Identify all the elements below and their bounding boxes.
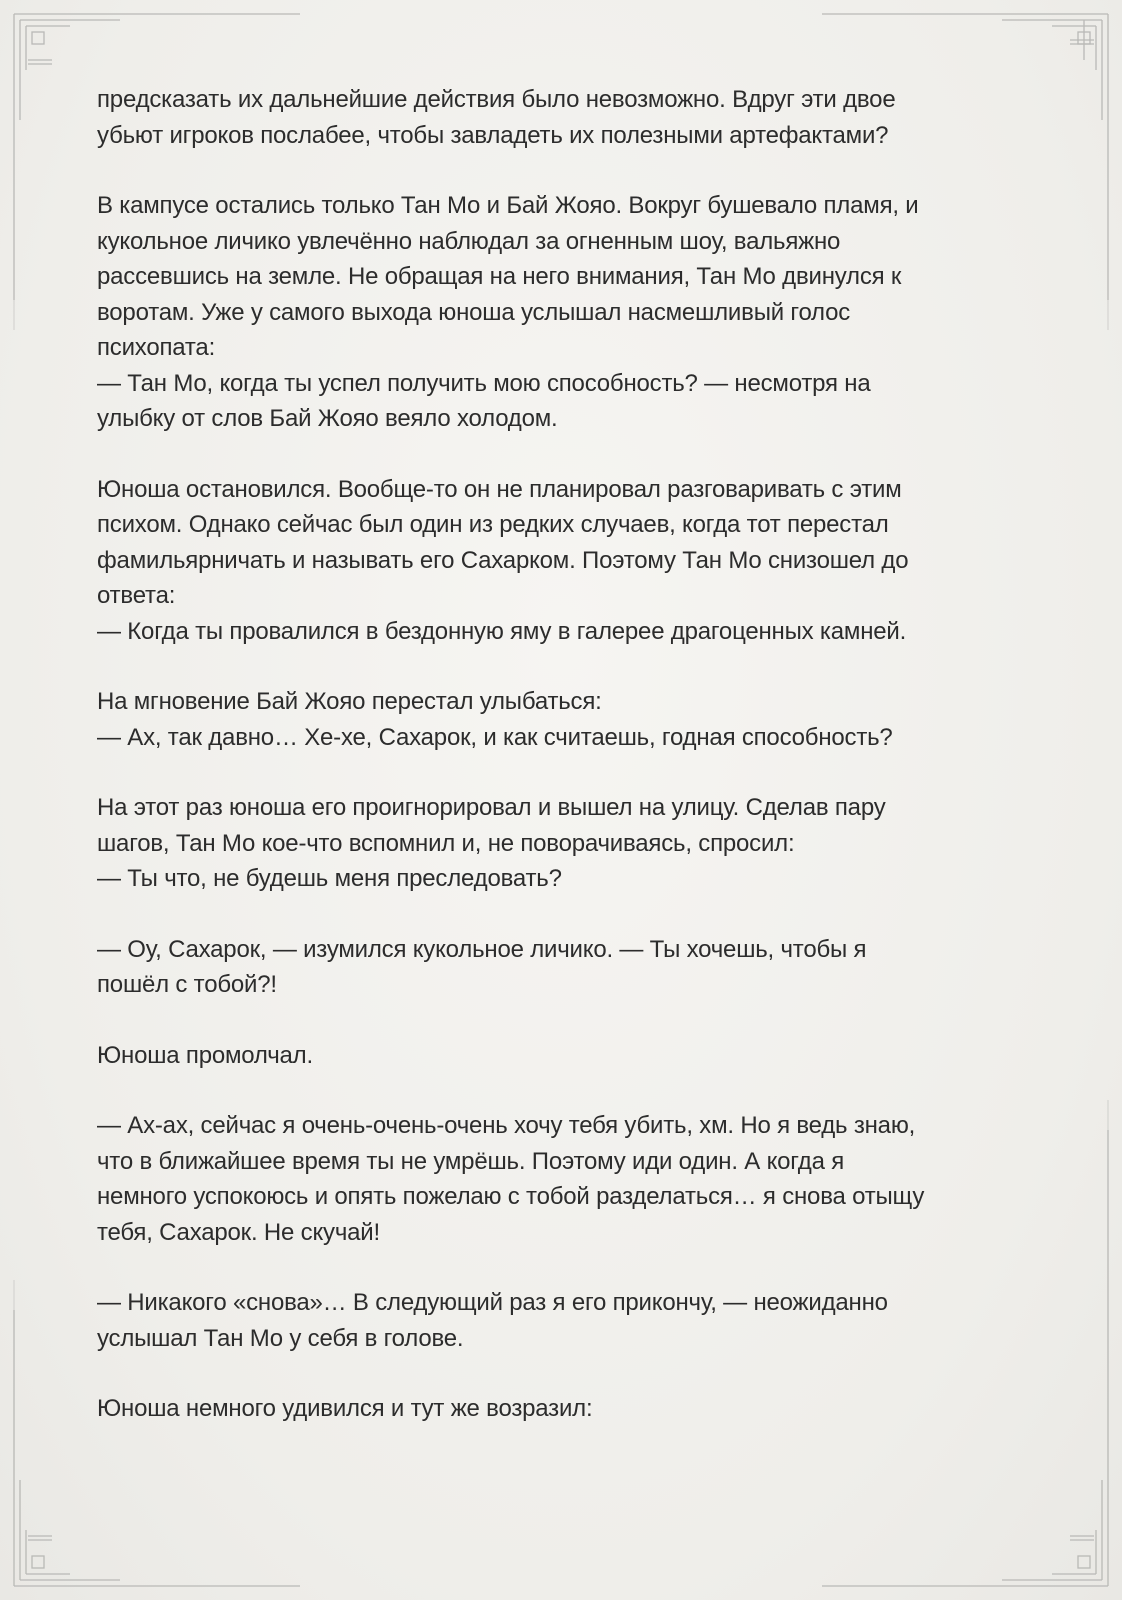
paragraph: — Оу, Сахарок, — изумился кукольное личико. — Ты хочешь, чтобы я пошёл с тобой?! — [97, 935, 867, 998]
paragraph: Юноша промолчал. — [97, 1041, 313, 1069]
paragraph: Юноша немного удивился и тут же возразил: — [97, 1395, 593, 1422]
paragraph: — Никакого «снова»… В следующий раз я его прикончу, — неожиданно услышал Тан Мо у себя в голове. — [97, 1289, 888, 1352]
paragraph: — Ах-ах, сейчас я очень-очень-очень хочу тебя убить, хм. Но я ведь знаю, что в ближайшее время ты не умрёшь. Поэтому иди один. А когда я немного успокоюсь и опять пожелаю с тобой разделаться… я снова отыщу тебя, Сахарок. Не скучай! — [97, 1112, 925, 1246]
document-body — [97, 82, 1027, 1462]
paragraph: Юноша остановился. Вообще-то он не планировал разговаривать с этим психом. Однако сейчас был один из редких случаев, когда тот перестал фамильярничать и называть его Сахарком. Поэтому Тан Мо снизошел до ответа: — Когда ты провалился в бездонную яму в галерее драгоценных камней. — [97, 475, 909, 645]
paragraph: На мгновение Бай Жояо перестал улыбаться: — Ах, так давно… Хе-хе, Сахарок, и как считаешь, годная способность? — [97, 688, 893, 751]
paragraph: В кампусе остались только Тан Мо и Бай Жояо. Вокруг бушевало пламя, и кукольное личико увлечённо наблюдал за огненным шоу, вальяжно рассевшись на земле. Не обращая на него внимания, Тан Мо двинулся к воротам. Уже у самого выхода юноша услышал насмешливый голос психопата: — Тан Мо, когда ты успел получить мою способность? — несмотря на улыбку от слов Бай Жояо веяло холодом. — [97, 192, 919, 432]
paragraph: предсказать их дальнейшие действия было невозможно. Вдруг эти двое убьют игроков послабее, чтобы завладеть их полезными артефактами? — [97, 86, 896, 149]
paragraph: На этот раз юноша его проигнорировал и вышел на улицу. Сделав пару шагов, Тан Мо кое-что вспомнил и, не поворачиваясь, спросил: — Ты что, не будешь меня преследовать? — [97, 794, 886, 892]
